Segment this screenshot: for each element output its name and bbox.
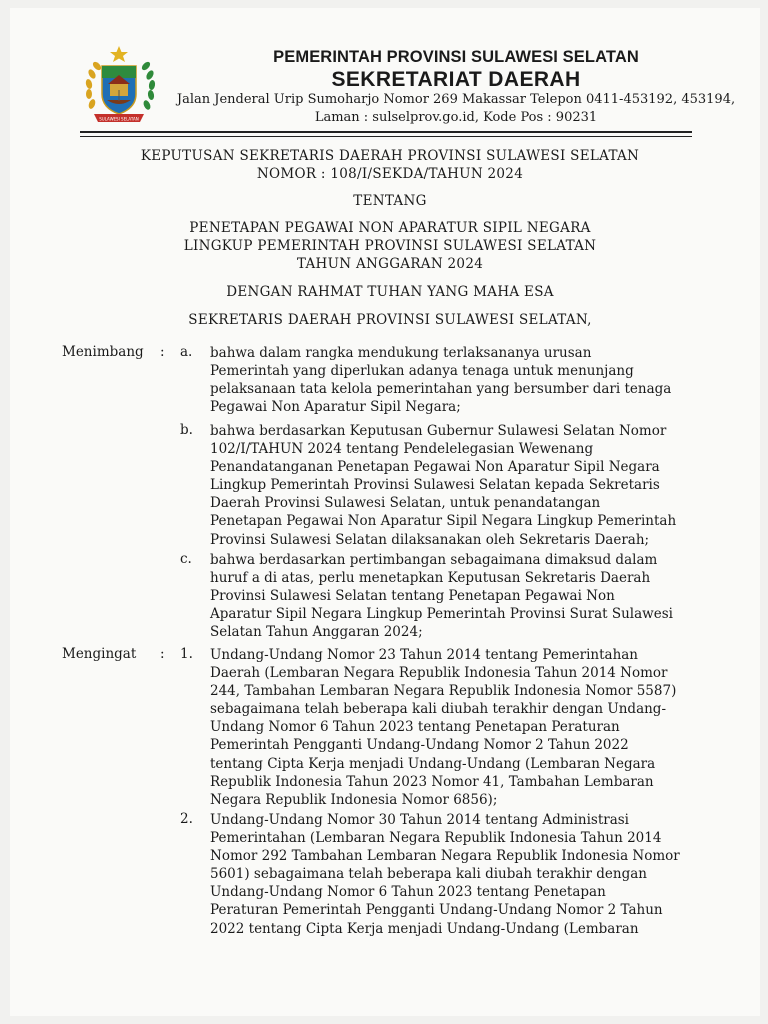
letterhead-rule-thin	[80, 136, 692, 137]
text-line: Selatan Tahun Anggaran 2024;	[210, 624, 423, 641]
decree-number: NOMOR : 108/I/SEKDA/TAHUN 2024	[256, 166, 524, 182]
subject-line: LINGKUP PEMERINTAH PROVINSI SULAWESI SELATAN	[183, 238, 597, 254]
menimbang-marker: b.	[180, 422, 193, 438]
text-line: bahwa berdasarkan pertimbangan sebagaimana dimaksud dalam	[210, 552, 658, 568]
office-contact: Laman : sulselprov.go.id, Kode Pos : 90231	[314, 110, 598, 125]
text-line: Undang-Undang Nomor 23 Tahun 2014 tentang Pemerintahan	[210, 647, 639, 663]
text-line: Daerah (Lembaran Negara Republik Indonesia Tahun 2014 Nomor	[210, 665, 668, 682]
text-line: 102/I/TAHUN 2024 tentang Pendelelegasian Wewenang	[210, 441, 594, 458]
text-line: Undang Nomor 6 Tahun 2023 tentang Penetapan Peraturan	[210, 719, 620, 736]
text-line: Lingkup Pemerintah Provinsi Sulawesi Selatan kepada Sekretaris	[210, 477, 660, 494]
province-emblem-logo	[80, 44, 158, 126]
decree-title: KEPUTUSAN SEKRETARIS DAERAH PROVINSI SULAWESI SELATAN	[140, 148, 640, 164]
menimbang-item-c	[210, 551, 718, 641]
text-line: pelaksanaan tata kelola pemerintahan yang bersumber dari tenaga	[210, 381, 672, 398]
menimbang-item-a	[210, 344, 718, 416]
text-line: Penetapan Pegawai Non Aparatur Sipil Negara Lingkup Pemerintah	[210, 513, 677, 530]
text-line: Negara Republik Indonesia Nomor 6856);	[210, 791, 498, 808]
text-line: tentang Cipta Kerja menjadi Undang-Undang (Lembaran Negara	[210, 755, 656, 772]
text-line: Provinsi Sulawesi Selatan tentang Penetapan Pegawai Non	[210, 588, 615, 605]
grace-line: DENGAN RAHMAT TUHAN YANG MAHA ESA	[226, 284, 554, 300]
text-line: Republik Indonesia Tahun 2023 Nomor 41, Tambahan Lembaran	[210, 773, 654, 790]
menimbang-label: Menimbang	[62, 344, 144, 360]
menimbang-colon: :	[160, 344, 165, 360]
text-line: 5601) sebagaimana telah beberapa kali diubah terakhir dengan	[210, 866, 647, 883]
text-line: Pegawai Non Aparatur Sipil Negara;	[210, 399, 461, 416]
text-line: Penandatanganan Penetapan Pegawai Non Aparatur Sipil Negara	[210, 459, 660, 476]
subject-line: TAHUN ANGGARAN 2024	[296, 256, 484, 272]
text-line: Provinsi Sulawesi Selatan dilaksanakan oleh Sekretaris Daerah;	[210, 531, 650, 548]
logo-ribbon-text: SULAWESI SELATAN	[99, 116, 139, 122]
government-name: PEMERINTAH PROVINSI SULAWESI SELATAN	[273, 48, 639, 66]
text-line: bahwa berdasarkan Keputusan Gubernur Sulawesi Selatan Nomor	[210, 423, 667, 439]
text-line: Undang-Undang Nomor 6 Tahun 2023 tentang Penetapan	[210, 884, 606, 901]
menimbang-marker: c.	[180, 551, 192, 567]
mengingat-item-1	[210, 646, 718, 809]
text-line: Peraturan Pemerintah Pengganti Undang-Undang Nomor 2 Tahun	[210, 902, 663, 919]
text-line: 244, Tambahan Lembaran Negara Republik Indonesia Nomor 5587)	[210, 683, 677, 700]
text-line: bahwa dalam rangka mendukung terlaksananya urusan	[210, 345, 592, 361]
text-line: Aparatur Sipil Negara Lingkup Pemerintah Provinsi Surat Sulawesi	[210, 606, 673, 623]
subject-line: PENETAPAN PEGAWAI NON APARATUR SIPIL NEGARA	[189, 220, 591, 236]
text-line: sebagaimana telah beberapa kali diubah terakhir dengan Undang-	[210, 701, 667, 718]
mengingat-label: Mengingat	[62, 646, 137, 662]
letterhead-rule-thick	[80, 131, 692, 133]
issuer-line: SEKRETARIS DAERAH PROVINSI SULAWESI SELATAN,	[188, 312, 592, 328]
text-line: Pemerintah Pengganti Undang-Undang Nomor 2 Tahun 2022	[210, 737, 629, 754]
text-line: Nomor 292 Tambahan Lembaran Negara Republik Indonesia Nomor	[210, 848, 680, 865]
mengingat-colon: :	[160, 646, 165, 662]
mengingat-marker: 2.	[180, 811, 193, 827]
office-address: Jalan Jenderal Urip Sumoharjo Nomor 269 Makassar Telepon 0411-453192, 453194,	[176, 92, 736, 107]
text-line: Pemerintahan (Lembaran Negara Republik Indonesia Tahun 2014	[210, 830, 662, 847]
text-line: 2022 tentang Cipta Kerja menjadi Undang-Undang (Lembaran	[210, 920, 639, 937]
mengingat-item-2	[210, 811, 718, 938]
office-name: SEKRETARIAT DAERAH	[331, 68, 581, 91]
menimbang-item-b	[210, 422, 718, 549]
about-label: TENTANG	[353, 193, 427, 209]
text-line: huruf a di atas, perlu menetapkan Keputusan Sekretaris Daerah	[210, 570, 651, 587]
mengingat-marker: 1.	[180, 646, 193, 662]
text-line: Pemerintah yang diperlukan adanya tenaga untuk menunjang	[210, 363, 634, 380]
text-line: Undang-Undang Nomor 30 Tahun 2014 tentang Administrasi	[210, 812, 629, 828]
menimbang-marker: a.	[180, 344, 193, 360]
text-line: Daerah Provinsi Sulawesi Selatan, untuk penandatangan	[210, 495, 601, 512]
